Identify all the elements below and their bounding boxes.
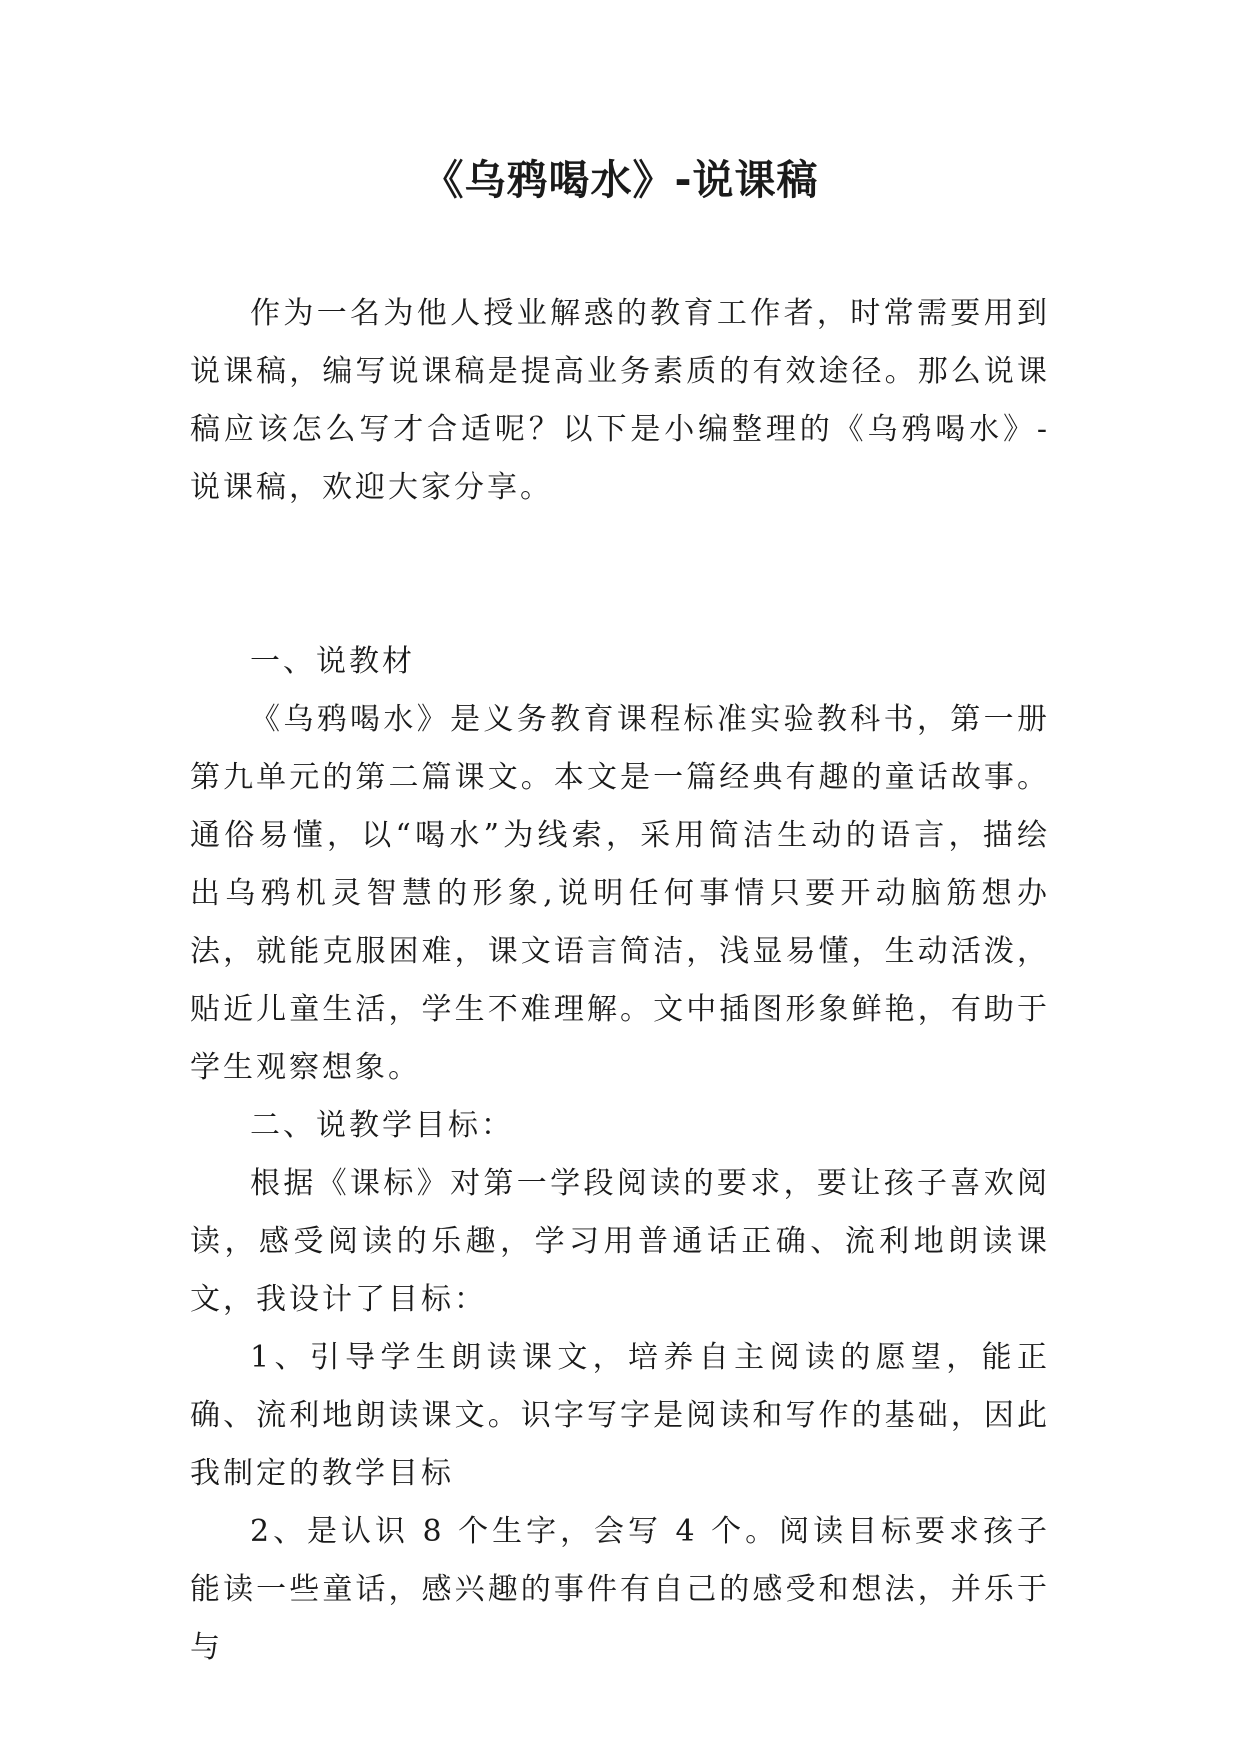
section-heading-textbook: 一、说教材 [250,644,415,679]
section-heading-objectives: 二、说教学目标： [250,1108,514,1143]
section-body-textbook: 《乌鸦喝水》是义务教育课程标准实验教科书，第一册第九单元的第二篇课文。本文是一篇经典有趣的童话故事。通俗易懂，以“喝水”为线索，采用简洁生动的语言，描绘出乌鸦机灵智慧的形象,说明任何事情只要开动脑筋想办法，就能克服困难，课文语言简洁，浅显易懂，生动活泼，贴近儿童生活，学生不难理解。文中插图形象鲜艳，有助于学生观察想象。 [190,702,1050,1085]
document-body [190,285,1050,1677]
objective-item-1: 1、引导学生朗读课文，培养自主阅读的愿望，能正确、流利地朗读课文。识字写字是阅读和写作的基础，因此我制定的教学目标 [190,1340,1050,1491]
document-title: 《乌鸦喝水》-说课稿 [422,156,819,204]
intro-paragraph: 作为一名为他人授业解惑的教育工作者，时常需要用到说课稿，编写说课稿是提高业务素质的有效途径。那么说课稿应该怎么写才合适呢？以下是小编整理的《乌鸦喝水》-说课稿，欢迎大家分享。 [190,296,1050,505]
objective-item-2: 2、是认识 8 个生字，会写 4 个。阅读目标要求孩子能读一些童话，感兴趣的事件有自己的感受和想法，并乐于与 [190,1514,1050,1665]
paragraph-spacer [190,517,1050,633]
section-body-objectives: 根据《课标》对第一学段阅读的要求，要让孩子喜欢阅读，感受阅读的乐趣，学习用普通话正确、流利地朗读课文，我设计了目标： [190,1166,1050,1317]
